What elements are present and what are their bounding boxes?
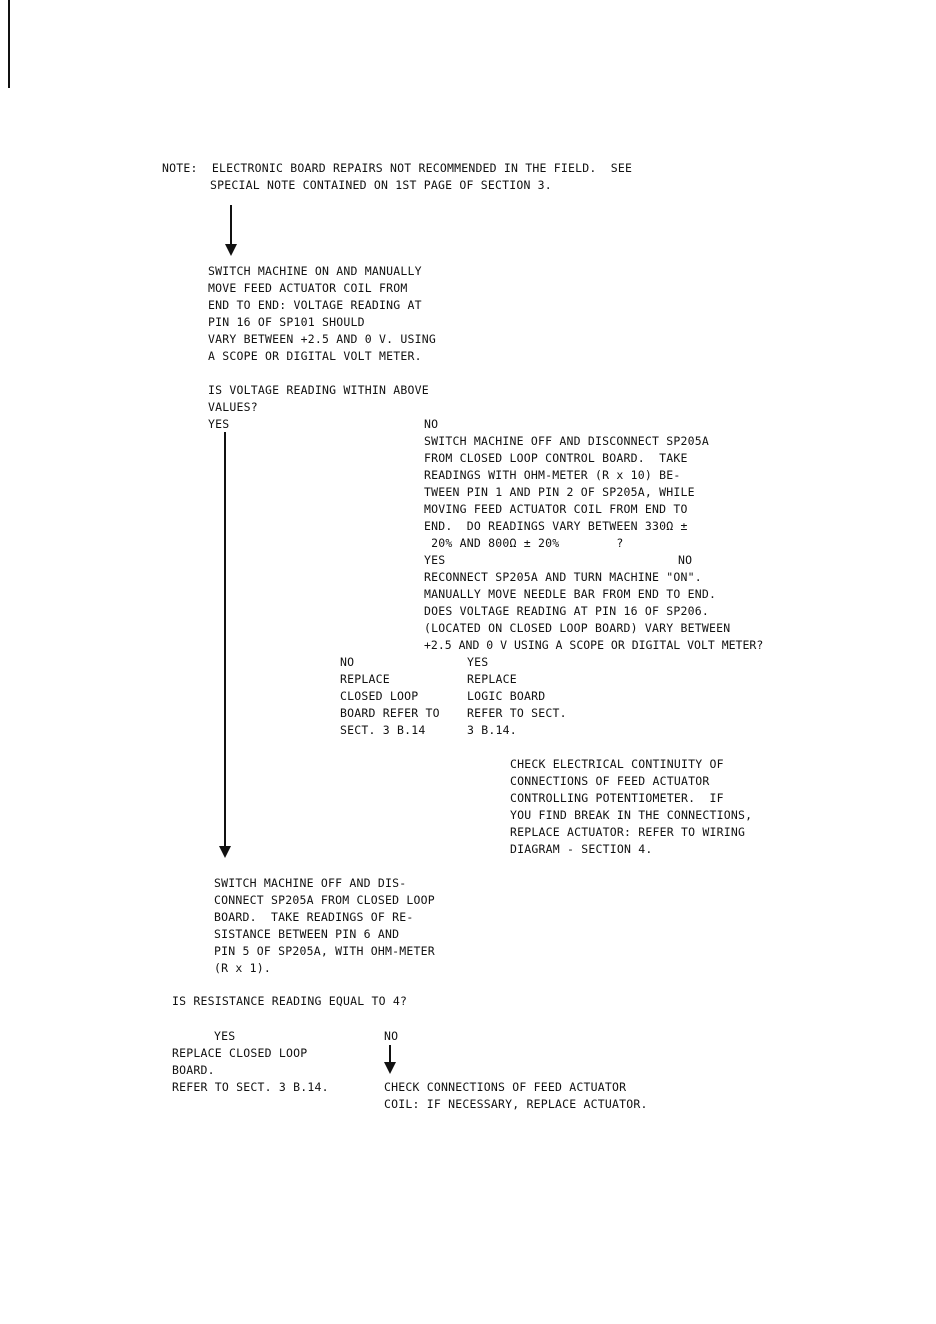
reconnect-line: RECONNECT SP205A AND TURN MACHINE "ON". bbox=[424, 570, 702, 584]
question1-line: IS VOLTAGE READING WITHIN ABOVE bbox=[208, 383, 429, 397]
reconnect-line: +2.5 AND 0 V USING A SCOPE OR DIGITAL VOLT METER? bbox=[424, 638, 764, 652]
yes-step-line: PIN 5 OF SP205A, WITH OHM-METER bbox=[214, 944, 435, 958]
step1-line: END TO END: VOLTAGE READING AT bbox=[208, 298, 422, 312]
yes-step-line: SWITCH MACHINE OFF AND DIS- bbox=[214, 876, 407, 890]
replace-closed-line: REPLACE bbox=[340, 672, 390, 686]
step1-line: SWITCH MACHINE ON AND MANUALLY bbox=[208, 264, 422, 278]
yes-step-line: CONNECT SP205A FROM CLOSED LOOP bbox=[214, 893, 435, 907]
yes-step-line: SISTANCE BETWEEN PIN 6 AND bbox=[214, 927, 400, 941]
yes-step-line: BOARD. TAKE READINGS OF RE- bbox=[214, 910, 414, 924]
question1-line: VALUES? bbox=[208, 400, 258, 414]
check-coil-line: CHECK CONNECTIONS OF FEED ACTUATOR bbox=[384, 1080, 627, 1094]
q2-yes-label: YES bbox=[424, 553, 446, 567]
continuity-line: CONNECTIONS OF FEED ACTUATOR bbox=[510, 774, 710, 788]
yes-arrow-head bbox=[219, 846, 231, 858]
no-branch-line: MOVING FEED ACTUATOR COIL FROM END TO bbox=[424, 502, 688, 516]
q3-yes-label: YES bbox=[467, 655, 489, 669]
replace-closed-line: CLOSED LOOP bbox=[340, 689, 419, 703]
no-branch-line: TWEEN PIN 1 AND PIN 2 OF SP205A, WHILE bbox=[424, 485, 695, 499]
check-coil-line: COIL: IF NECESSARY, REPLACE ACTUATOR. bbox=[384, 1097, 648, 1111]
q1-no-label: NO bbox=[424, 417, 439, 431]
continuity-line: CHECK ELECTRICAL CONTINUITY OF bbox=[510, 757, 724, 771]
reconnect-line: DOES VOLTAGE READING AT PIN 16 OF SP206. bbox=[424, 604, 709, 618]
continuity-line: DIAGRAM - SECTION 4. bbox=[510, 842, 653, 856]
step1-line: A SCOPE OR DIGITAL VOLT METER. bbox=[208, 349, 422, 363]
continuity-line: REPLACE ACTUATOR: REFER TO WIRING bbox=[510, 825, 746, 839]
continuity-line: CONTROLLING POTENTIOMETER. IF bbox=[510, 791, 724, 805]
replace-board-line: REPLACE CLOSED LOOP bbox=[172, 1046, 308, 1060]
note-line-1: NOTE: ELECTRONIC BOARD REPAIRS NOT RECOMMENDED IN THE FIELD. SEE bbox=[162, 161, 633, 175]
reconnect-line: (LOCATED ON CLOSED LOOP BOARD) VARY BETWEEN bbox=[424, 621, 731, 635]
no-branch-line: FROM CLOSED LOOP CONTROL BOARD. TAKE bbox=[424, 451, 688, 465]
replace-logic-line: 3 B.14. bbox=[467, 723, 517, 737]
q1-yes-label: YES bbox=[208, 417, 230, 431]
replace-logic-line: LOGIC BOARD bbox=[467, 689, 546, 703]
question4: IS RESISTANCE READING EQUAL TO 4? bbox=[172, 994, 408, 1008]
step1-line: MOVE FEED ACTUATOR COIL FROM bbox=[208, 281, 408, 295]
no-branch-line: READINGS WITH OHM-METER (R x 10) BE- bbox=[424, 468, 681, 482]
step1-line: PIN 16 OF SP101 SHOULD bbox=[208, 315, 365, 329]
replace-board-line: REFER TO SECT. 3 B.14. bbox=[172, 1080, 329, 1094]
q2-no-label: NO bbox=[678, 553, 693, 567]
replace-closed-line: SECT. 3 B.14 bbox=[340, 723, 426, 737]
q3-no-label: NO bbox=[340, 655, 355, 669]
reconnect-line: MANUALLY MOVE NEEDLE BAR FROM END TO END. bbox=[424, 587, 717, 601]
no-branch-line: SWITCH MACHINE OFF AND DISCONNECT SP205A bbox=[424, 434, 709, 448]
yes-step-line: (R x 1). bbox=[214, 961, 271, 975]
replace-closed-line: BOARD REFER TO bbox=[340, 706, 440, 720]
q4-no-label: NO bbox=[384, 1029, 399, 1043]
step1-line: VARY BETWEEN +2.5 AND 0 V. USING bbox=[208, 332, 436, 346]
no-arrow-head bbox=[384, 1062, 396, 1074]
continuity-line: YOU FIND BREAK IN THE CONNECTIONS, bbox=[510, 808, 753, 822]
note-line-2: SPECIAL NOTE CONTAINED ON 1ST PAGE OF SECTION 3. bbox=[210, 178, 552, 192]
replace-logic-line: REFER TO SECT. bbox=[467, 706, 567, 720]
no-branch-line: END. DO READINGS VARY BETWEEN 330Ω ± bbox=[424, 519, 688, 533]
q4-yes-label: YES bbox=[214, 1029, 236, 1043]
replace-logic-line: REPLACE bbox=[467, 672, 517, 686]
no-branch-line: 20% AND 800Ω ± 20% ? bbox=[424, 536, 624, 550]
arrow-head-1 bbox=[225, 244, 237, 256]
replace-board-line: BOARD. bbox=[172, 1063, 215, 1077]
